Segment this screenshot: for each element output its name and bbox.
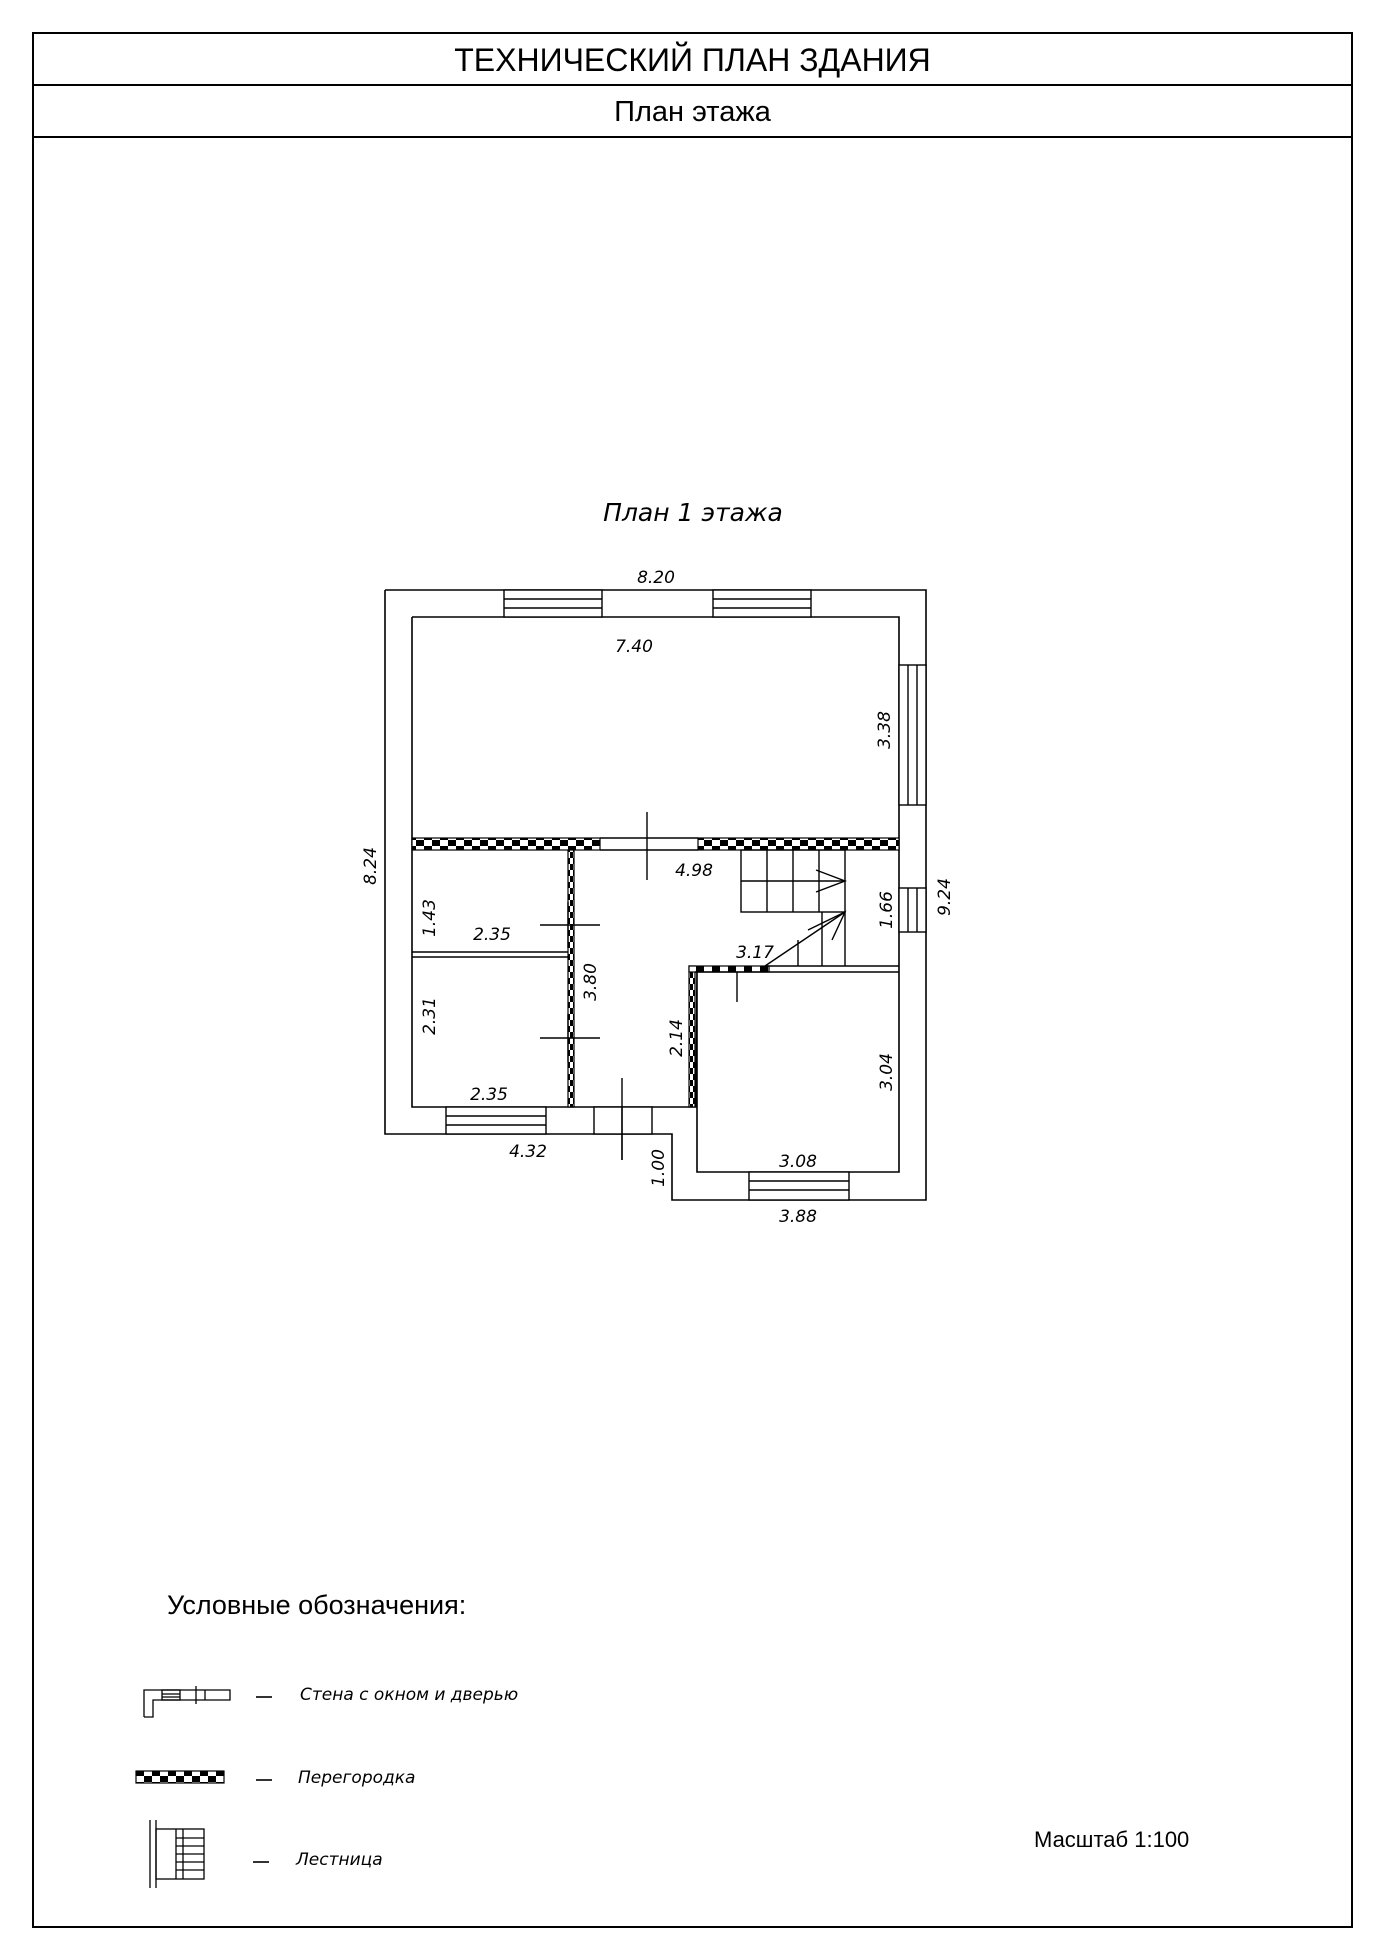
window-right-lower: [899, 888, 926, 932]
dim-hall-width: 4.98: [675, 861, 713, 881]
partition-icon: [136, 1771, 224, 1783]
dim-small-room-bottom-height: 2.31: [420, 997, 440, 1035]
window-bottom-right: [749, 1172, 849, 1200]
dim-top-room-width: 7.40: [615, 637, 653, 657]
dim-small-room-top-height: 1.43: [420, 899, 440, 937]
window-right-upper: [899, 665, 926, 805]
dim-small-room-top-width: 2.35: [473, 925, 511, 945]
interior-walls: [412, 838, 899, 972]
document-subtitle: План этажа: [34, 86, 1351, 138]
dim-overall-width: 8.20: [637, 568, 675, 588]
dim-lobby-height: 2.14: [667, 1019, 687, 1057]
legend-item-staircase: Лестница: [296, 1850, 383, 1870]
dim-bottom-right-width: 3.88: [779, 1207, 817, 1227]
plan-title-text: План 1 этажа: [603, 498, 783, 527]
window-bottom-left: [446, 1107, 546, 1134]
dim-small-room-bottom-width: 2.35: [470, 1085, 508, 1105]
legend-title: Условные обозначения:: [167, 1590, 467, 1620]
dim-top-room-height: 3.38: [875, 711, 895, 749]
document-title: ТЕХНИЧЕСКИЙ ПЛАН ЗДАНИЯ: [34, 34, 1351, 86]
dim-stair-zone-width: 3.17: [736, 943, 774, 963]
legend-dashes: [253, 1697, 272, 1862]
window-top-right: [713, 590, 811, 617]
dim-corridor-height: 3.80: [581, 963, 601, 1001]
legend-item-wall: Стена с окном и дверью: [300, 1685, 519, 1705]
wall-window-door-icon: [144, 1686, 230, 1717]
dim-step-height: 1.00: [649, 1149, 669, 1187]
dim-right-height: 9.24: [935, 878, 955, 916]
window-top-left: [504, 590, 602, 617]
entrance-door: [594, 1107, 652, 1160]
dim-right-room-width: 3.08: [779, 1152, 817, 1172]
legend-item-partition: Перегородка: [298, 1768, 416, 1788]
dim-right-room-height: 3.04: [877, 1053, 897, 1091]
dim-stair-zone-height: 1.66: [877, 891, 897, 929]
dim-bottom-left-width: 4.32: [509, 1142, 547, 1162]
scale-label: Масштаб 1:100: [1034, 1827, 1190, 1852]
dim-left-height: 8.24: [361, 847, 381, 885]
staircase-icon: [150, 1820, 204, 1888]
